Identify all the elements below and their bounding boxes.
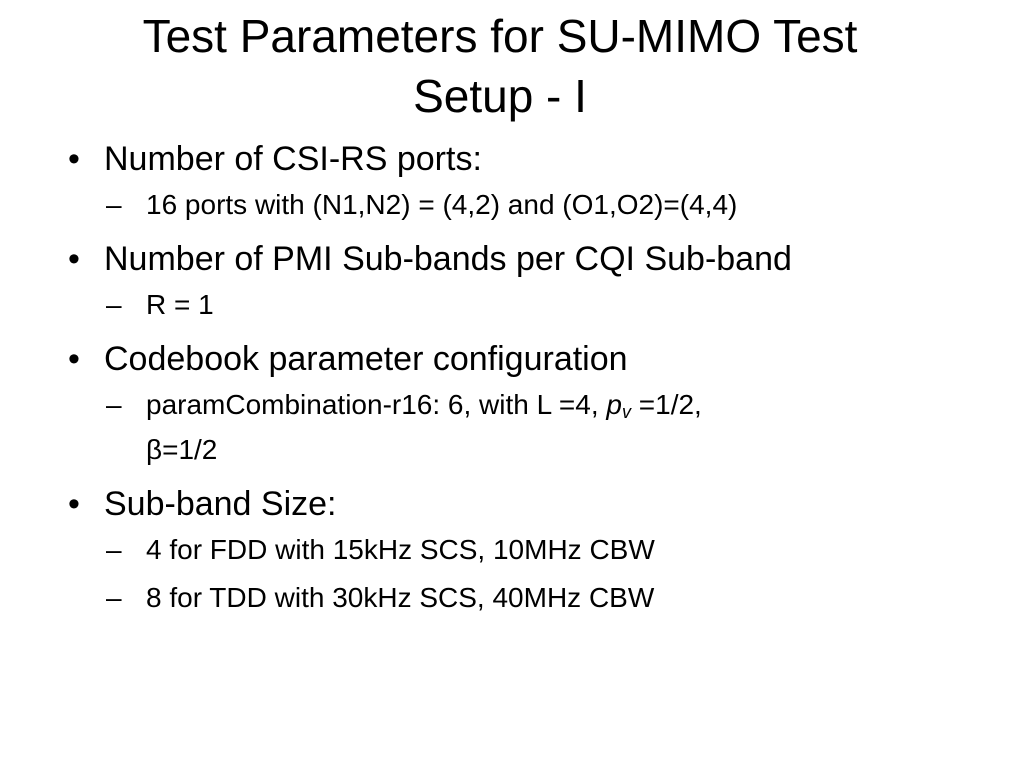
bullet-text: Codebook parameter configuration xyxy=(104,340,628,378)
sub-item-tdd xyxy=(104,579,962,617)
sub-list xyxy=(104,531,962,617)
bullet-item-pmi-subbands xyxy=(62,238,962,324)
sub-item xyxy=(104,186,962,224)
bullet-marker: • xyxy=(68,340,80,378)
bullet-marker: • xyxy=(68,140,80,178)
slide-title-line-2: Setup - I xyxy=(413,70,587,122)
sub-text: R = 1 xyxy=(146,289,214,320)
sub-marker: – xyxy=(106,534,122,565)
sub-list xyxy=(104,186,962,224)
bullet-item-codebook-config xyxy=(62,338,962,469)
sub-text-param: paramCombination-r16: 6, with L =4, xyxy=(146,389,607,420)
sub-marker: – xyxy=(106,582,122,613)
sub-list xyxy=(104,286,962,324)
sub-item-fdd xyxy=(104,531,962,569)
p-subscript: v xyxy=(622,402,631,422)
slide-title-line-1: Test Parameters for SU-MIMO Test xyxy=(142,10,858,62)
slide-title xyxy=(60,6,940,126)
sub-item xyxy=(104,286,962,324)
sub-marker: – xyxy=(106,389,122,420)
sub-text: 8 for TDD with 30kHz SCS, 40MHz CBW xyxy=(146,582,655,613)
sub-text: 16 ports with (N1,N2) = (4,2) and (O1,O2)=(4,4) xyxy=(146,189,738,220)
bullet-text: Number of CSI-RS ports: xyxy=(104,140,482,178)
sub-marker: – xyxy=(106,289,122,320)
sub-list xyxy=(104,386,962,469)
sub-text-param-value: =1/2, xyxy=(631,389,702,420)
sub-text: 4 for FDD with 15kHz SCS, 10MHz CBW xyxy=(146,534,655,565)
bullet-text: Number of PMI Sub-bands per CQI Sub-band xyxy=(104,240,792,278)
bullet-text: Sub-band Size: xyxy=(104,485,337,523)
bullet-list xyxy=(62,138,962,617)
sub-text-beta: β=1/2 xyxy=(146,434,218,465)
sub-item-param-combination xyxy=(104,386,962,469)
p-symbol: p xyxy=(606,389,622,420)
bullet-marker: • xyxy=(68,485,80,523)
bullet-marker: • xyxy=(68,240,80,278)
sub-marker: – xyxy=(106,189,122,220)
bullet-item-subband-size xyxy=(62,483,962,617)
bullet-item-csi-rs-ports xyxy=(62,138,962,224)
